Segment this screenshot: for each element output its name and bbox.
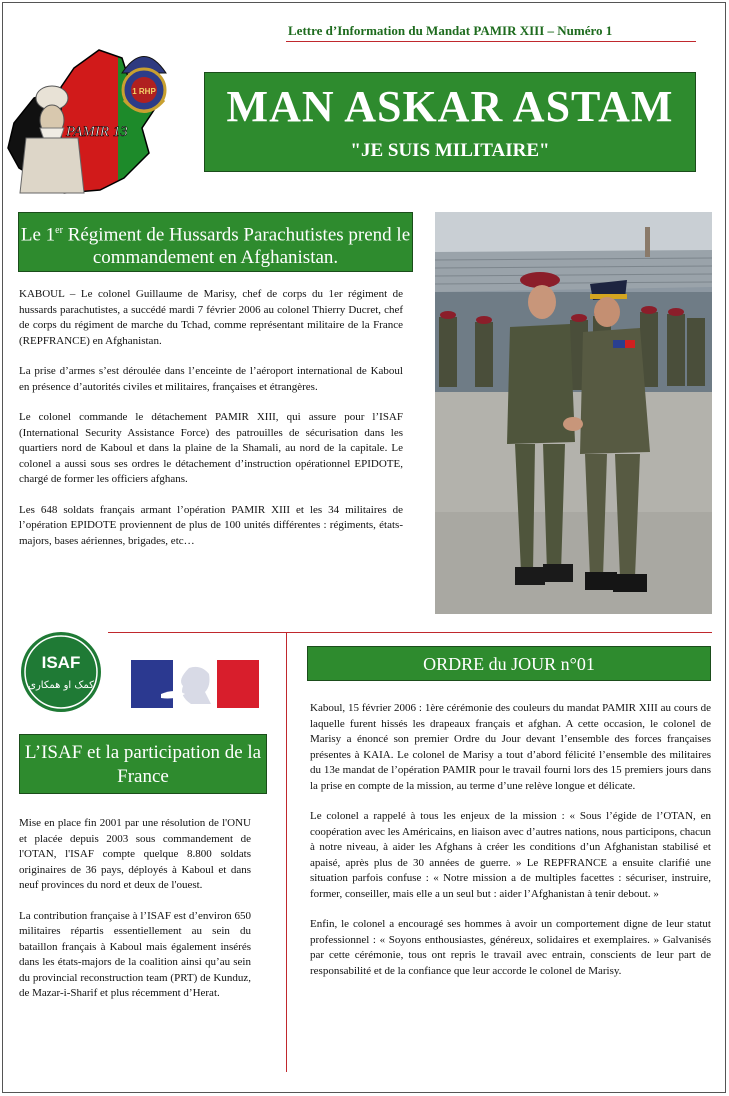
section1-heading-sup: er [55, 225, 63, 236]
republique-francaise-logo [131, 660, 259, 708]
section1-paragraph: KABOUL – Le colonel Guillaume de Marisy, chef de corps du 1er régiment de hussards parachutistes, a succédé mardi 7 février 2006 au colonel Thierry Ducret, chef de corps du régiment de marche du Tchad, comme représentant militaire de la France (REPFRANCE) en Afghanistan. [19, 288, 403, 347]
section2-paragraph: La contribution française à l’ISAF est d’environ 650 militaires répartis essentiellement au sein du bataillon français à Kaboul mais également insérés dans les états-majors de la coalition ainsi qu’au sein du provincial reconstruction team (PRT) de Kunduz, de Mazar-i-Sharif et plus récemment d’Herat. [19, 909, 251, 999]
section1-paragraph: Les 648 soldats français armant l’opération PAMIR XIII et les 34 militaires de l’opération EPIDOTE proviennent de plus de 100 unités différentes : régiments, états-majors, bases aériennes, brigades, etc… [19, 503, 403, 547]
isaf-logo [19, 630, 103, 714]
pamir-logo [4, 28, 204, 198]
masthead [204, 72, 696, 172]
masthead-title: MAN ASKAR ASTAM [226, 82, 674, 131]
section1-paragraph: La prise d’armes s’est déroulée dans l’enceinte de l’aéroport international de Kaboul en présence d’autorités civiles et militaires, françaises et étrangères. [19, 365, 403, 393]
section2-heading: L’ISAF et la participation de la France [19, 734, 267, 794]
badge-text: 1 RHP [132, 87, 156, 96]
section2-body [19, 816, 251, 1017]
section1-heading [18, 212, 413, 272]
logo-text: PAMIR 13 [66, 124, 128, 140]
ordre-paragraph: Enfin, le colonel a encouragé ses hommes à avoir un comportement digne de leur statut professionnel : « Soyons enthousiastes, généreux, solidaires et exemplaires. » Galvanisés par cette cérémonie, tous ont repris le travail avec entrain, conscients de leur part de responsabilité et de la confiance que leur accorde le colonel de Marisy. [310, 918, 711, 977]
section1-heading-post: Régiment de Hussards Parachutistes prend le commandement en Afghanistan. [62, 224, 411, 269]
ceremony-photo [435, 212, 712, 614]
masthead-subtitle: "JE SUIS MILITAIRE" [350, 140, 550, 161]
ordre-paragraph: Le colonel a rappelé à tous les enjeux de la mission : « Sous l’égide de l’OTAN, en coopération avec les Américains, en liaison avec d’autres nations, nous participons, chacun à notre niveau, à aider les Afghans à créer les conditions d’un Afghanistan stabilisé et apaisé, après plus de 30 années de guerre. » Le REPFRANCE a ensuite clarifié une situation parfois confuse : « Notre mission a de multiples facettes : sécuriser, instruire, former, conseiller, mais elle a un seul but : aider l’Afghanistan à tenir debout. » [310, 810, 711, 900]
section1-body [19, 287, 403, 564]
section-divider-horizontal [108, 632, 712, 633]
header-rule [286, 41, 696, 42]
ordre-du-jour-body [310, 701, 711, 994]
ordre-paragraph: Kaboul, 15 février 2006 : 1ère cérémonie des couleurs du mandat PAMIR XIII au cours de laquelle furent hissés les drapeaux français et afghan. A cette occasion, le colonel de Marisy a énoncé son premier Ordre du Jour devant l’ensemble des forces françaises présentes à KAIA. Le colonel de Marisy a tout d’abord félicité l’ensemble des militaires du 13e mandat de l’opération PAMIR pour le travail fourni lors des 15 premiers jours dans la prise en compte de la mission, au terme d’une relève longue et délicate. [310, 702, 711, 792]
section2-paragraph: Mise en place fin 2001 par une résolution de l'ONU et placée depuis 2003 sous commandement de l'OTAN, l'ISAF compte quelque 8.800 soldats originaires de 36 pays, déployés à Kaboul et dans neuf provinces du nord et deux de l'ouest. [19, 817, 251, 891]
newsletter-line: Lettre d’Information du Mandat PAMIR XIII – Numéro 1 [288, 23, 613, 38]
section-divider-vertical [286, 632, 287, 1072]
section1-paragraph: Le colonel commande le détachement PAMIR XIII, qui assure pour l’ISAF (International Security Assistance Force) des patrouilles de sécurisation dans les quartiers nord de Kaboul et dans la plaine de la Shamali, au nord de la capitale. Le colonel a aussi sous ses ordres le détachement d’instruction opérationnel EPIDOTE, chargé de former les officiers afghans. [19, 411, 403, 485]
section1-heading-pre: Le 1 [20, 224, 56, 246]
ordre-du-jour-heading: ORDRE du JOUR n°01 [307, 646, 711, 681]
isaf-logo-subtext: کمک او همکاری [28, 680, 94, 691]
isaf-logo-text: ISAF [41, 653, 81, 672]
